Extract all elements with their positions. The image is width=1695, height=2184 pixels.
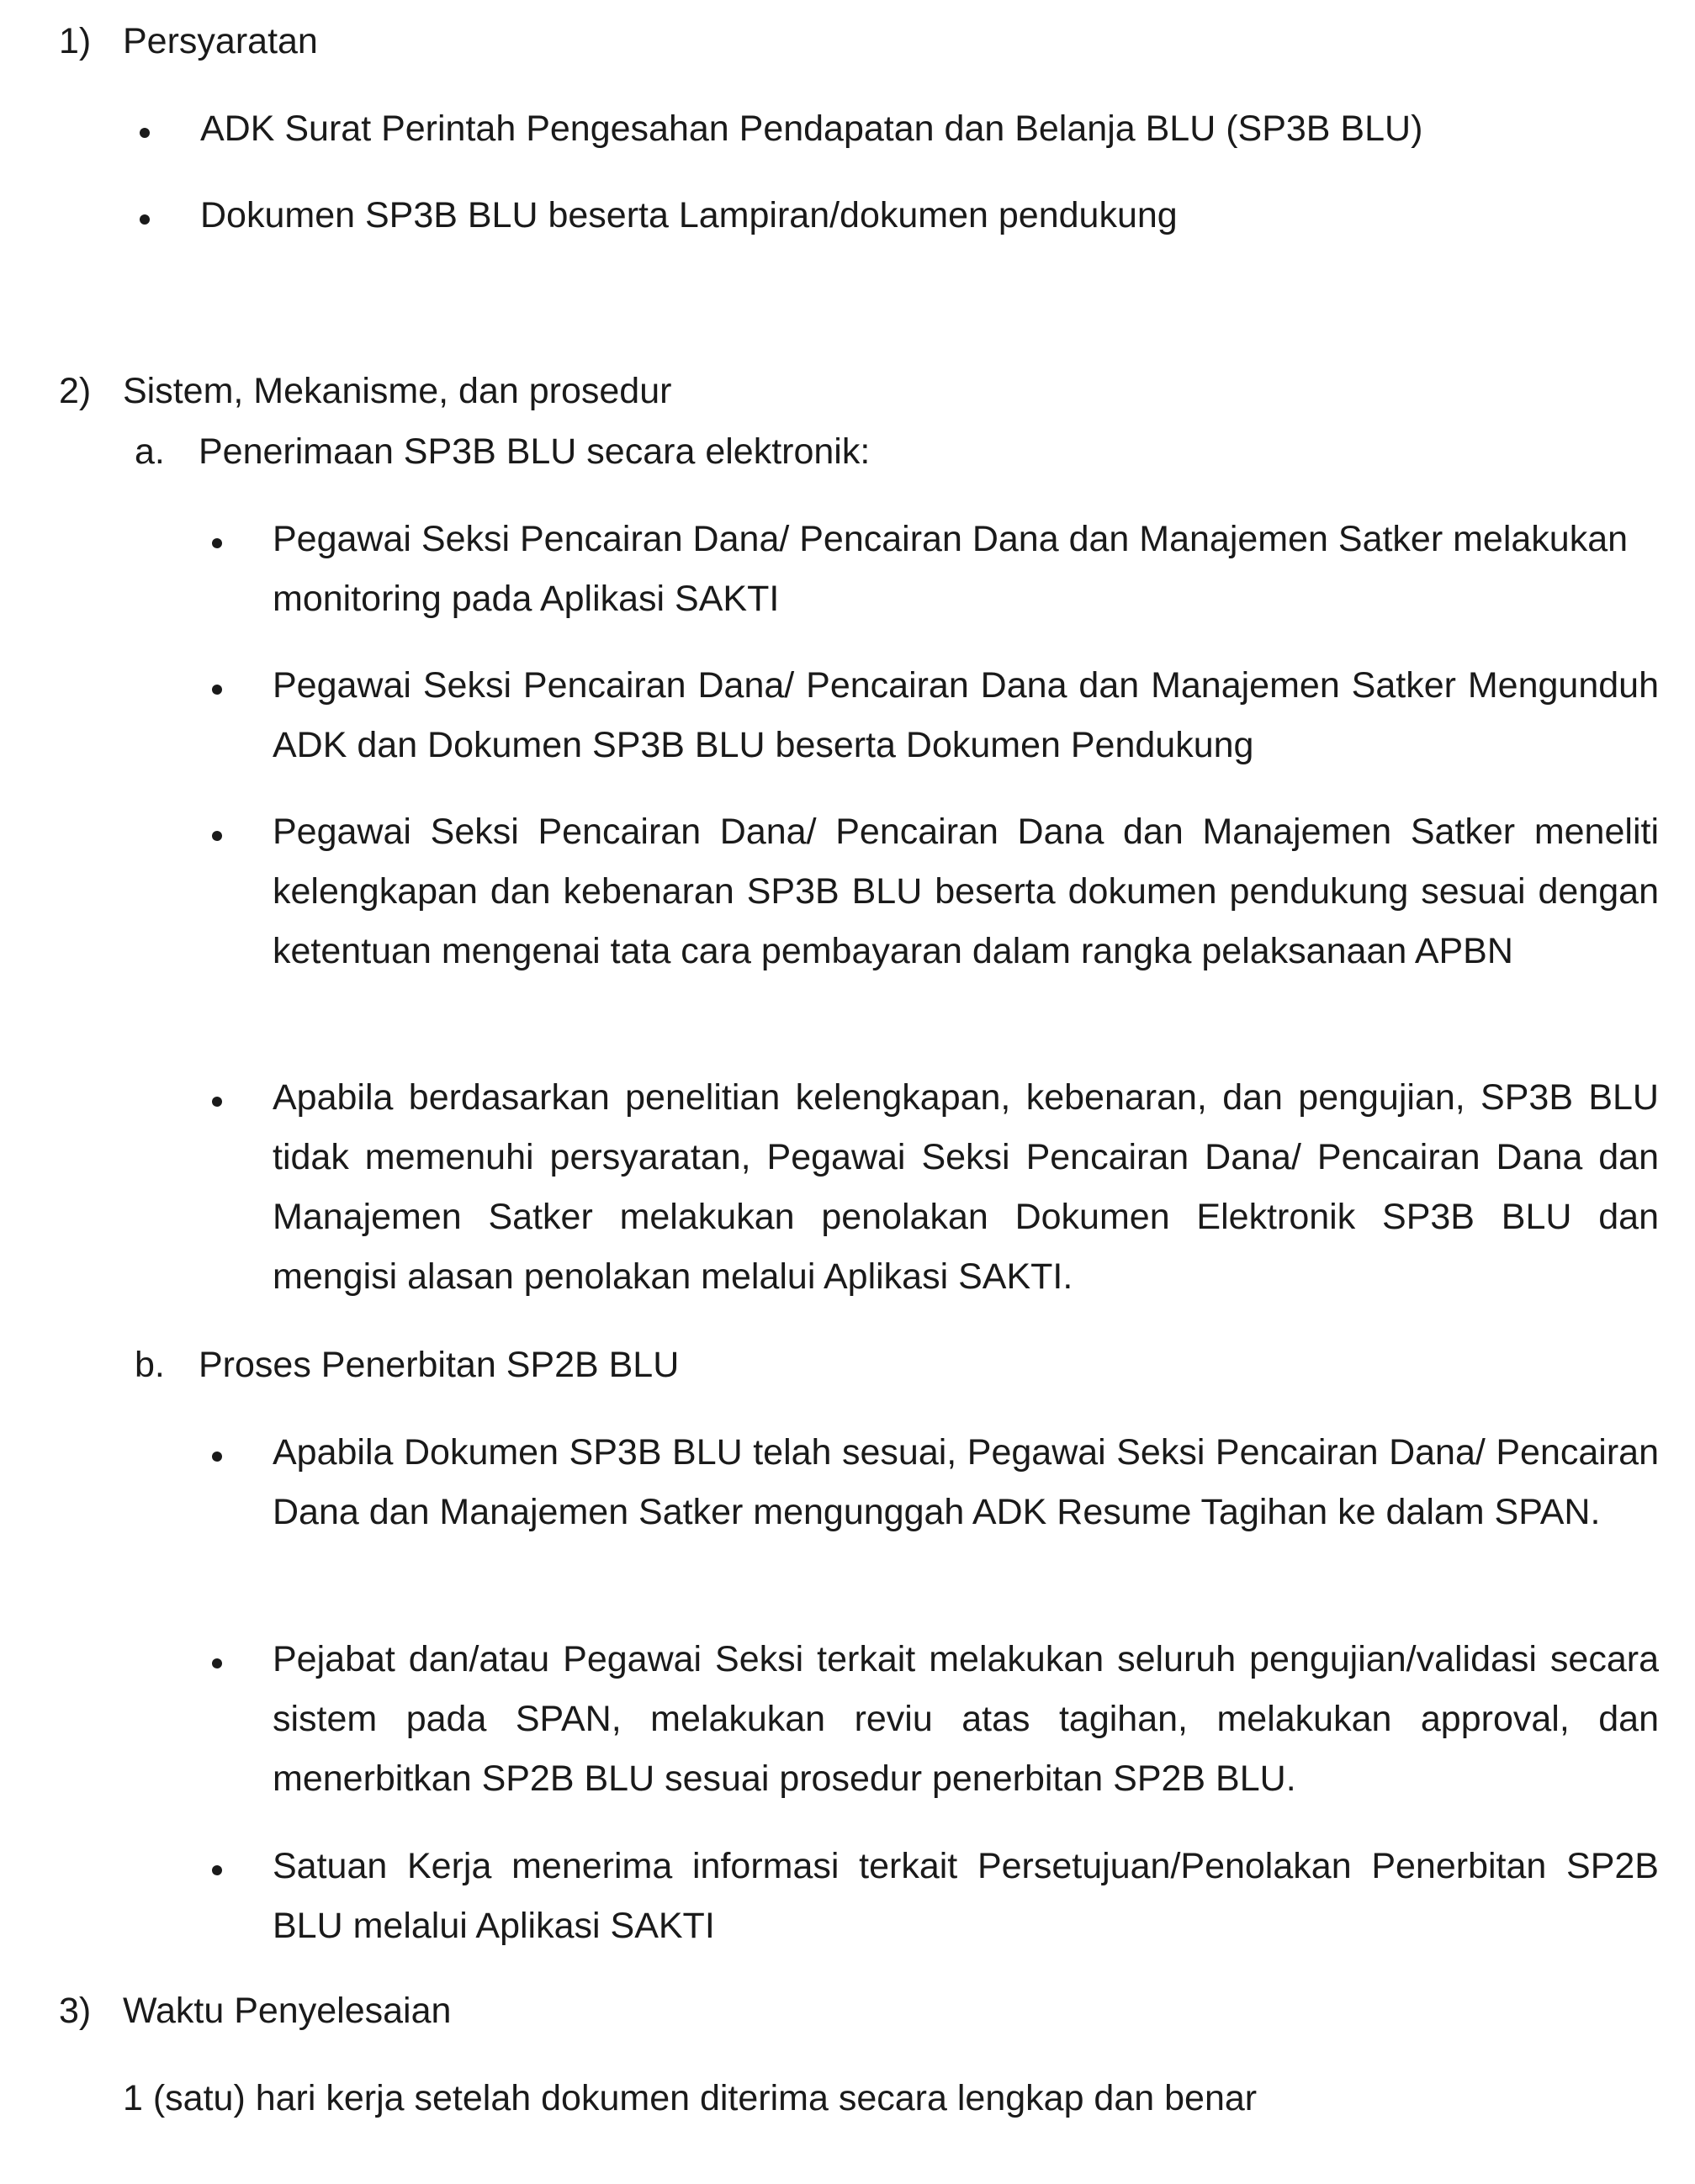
section-2-title: Sistem, Mekanisme, dan prosedur bbox=[123, 371, 672, 411]
subsection-a-bullet-3: Pegawai Seksi Pencairan Dana/ Pencairan Dana dan Manajemen Satker meneliti kelengkapan dan kebenaran SP3B BLU beserta dokumen pendukung sesuai dengan ketentuan mengenai tata cara pembayaran dalam rangka pelaksanaan APBN bbox=[273, 812, 1659, 971]
section-2-number: 2) bbox=[59, 371, 92, 411]
section-1-number: 1) bbox=[59, 21, 92, 61]
section-3-title: Waktu Penyelesaian bbox=[123, 1991, 452, 2031]
subsection-b-letter: b. bbox=[135, 1345, 165, 1385]
bullet-icon bbox=[212, 685, 222, 695]
subsection-b-bullet-2: Pejabat dan/atau Pegawai Seksi terkait melakukan seluruh pengujian/validasi secara sistem pada SPAN, melakukan reviu atas tagihan, melakukan approval, dan menerbitkan SP2B BLU sesuai prosedur penerbitan SP2B BLU. bbox=[273, 1639, 1659, 1799]
bullet-icon bbox=[140, 128, 150, 138]
subsection-b-bullet-1: Apabila Dokumen SP3B BLU telah sesuai, Pegawai Seksi Pencairan Dana/ Pencairan Dana dan Manajemen Satker mengunggah ADK Resume Tagihan ke dalam SPAN. bbox=[273, 1432, 1659, 1532]
bullet-icon bbox=[212, 1658, 222, 1668]
section-1-bullet-1: ADK Surat Perintah Pengesahan Pendapatan dan Belanja BLU (SP3B BLU) bbox=[200, 108, 1423, 149]
bullet-icon bbox=[212, 1452, 222, 1462]
subsection-b-bullet-3: Satuan Kerja menerima informasi terkait Persetujuan/Penolakan Penerbitan SP2B BLU melalui Aplikasi SAKTI bbox=[273, 1846, 1659, 1946]
subsection-b-title: Proses Penerbitan SP2B BLU bbox=[199, 1345, 680, 1385]
subsection-a-title: Penerimaan SP3B BLU secara elektronik: bbox=[199, 431, 871, 472]
bullet-icon bbox=[140, 214, 150, 225]
subsection-a-letter: a. bbox=[135, 431, 165, 472]
bullet-icon bbox=[212, 1865, 222, 1875]
section-1-title: Persyaratan bbox=[123, 21, 318, 61]
subsection-a-bullet-4: Apabila berdasarkan penelitian kelengkapan, kebenaran, dan pengujian, SP3B BLU tidak memenuhi persyaratan, Pegawai Seksi Pencairan Dana/ Pencairan Dana dan Manajemen Satker melakukan penolakan Dokumen Elektronik SP3B BLU dan mengisi alasan penolakan melalui Aplikasi SAKTI. bbox=[273, 1077, 1659, 1297]
section-3-number: 3) bbox=[59, 1991, 92, 2031]
section-1-bullet-2: Dokumen SP3B BLU beserta Lampiran/dokumen pendukung bbox=[200, 195, 1178, 235]
section-3-body: 1 (satu) hari kerja setelah dokumen diterima secara lengkap dan benar bbox=[123, 2078, 1258, 2118]
bullet-icon bbox=[212, 831, 222, 841]
bullet-icon bbox=[212, 1097, 222, 1107]
bullet-icon bbox=[212, 538, 222, 548]
subsection-a-bullet-2: Pegawai Seksi Pencairan Dana/ Pencairan Dana dan Manajemen Satker Mengunduh ADK dan Dokumen SP3B BLU beserta Dokumen Pendukung bbox=[273, 665, 1659, 765]
subsection-a-bullet-1: Pegawai Seksi Pencairan Dana/ Pencairan Dana dan Manajemen Satker melakukan monitoring pada Aplikasi SAKTI bbox=[273, 519, 1629, 619]
